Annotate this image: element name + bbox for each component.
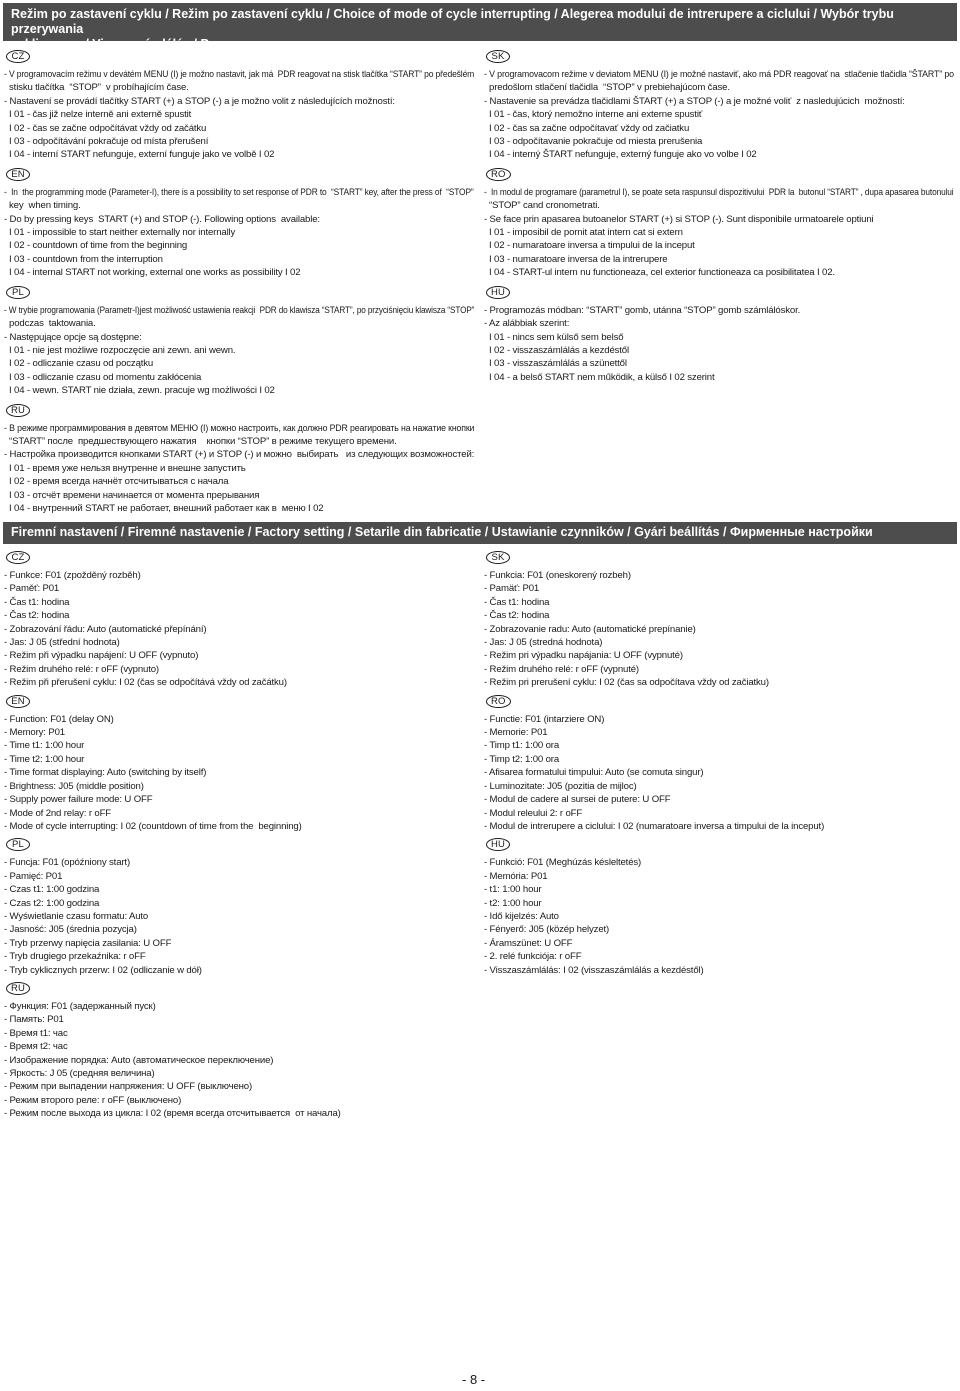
text-line: I 04 - внутренний START не работает, внешний работает как в меню I 02 xyxy=(4,502,324,514)
text-line: - Czas t2: 1:00 godzina xyxy=(4,897,100,909)
language-badge: SK xyxy=(486,50,510,63)
text-line: - Tryb drugiego przekaźnika: r oFF xyxy=(4,951,146,963)
text-line: - Režim druhého relé: r oFF (vypnuté) xyxy=(484,663,639,675)
text-line: I 02 - время всегда начнёт отсчитываться с начала xyxy=(4,476,229,488)
text-line: - 2. relé funkciója: r oFF xyxy=(484,951,582,963)
text-line: - W trybie programowania (Parametr-I)jest możliwość ustawienia reakcji PDR do klawisza “START”, po przyciśnięciu klawisza “STOP” xyxy=(4,304,475,316)
language-badge: EN xyxy=(6,168,30,181)
language-block-sk xyxy=(484,547,954,690)
language-block-pl xyxy=(4,834,474,977)
text-line: - Функция: F01 (задержанный пуск) xyxy=(4,1000,156,1012)
language-block-ru xyxy=(4,400,474,516)
text-line: - Timp t1: 1:00 ora xyxy=(484,740,560,752)
text-line: key when timing. xyxy=(4,200,81,212)
language-badge: EN xyxy=(6,695,30,708)
text-line: - In modul de programare (parametrul I), se poate seta raspunsul dispozitivului PDR la butonul “START” , dupa apasarea butonului xyxy=(484,186,954,198)
text-line: I 04 - interní START nefunguje, externí funguje jako ve volbě I 02 xyxy=(4,149,275,161)
language-badge: CZ xyxy=(6,50,30,63)
text-line: “STOP” cand cronometrati. xyxy=(484,200,600,212)
text-line: - Timp t2: 1:00 ora xyxy=(484,753,560,765)
section-header-cycle-interrupting xyxy=(3,3,957,51)
text-line: - Memory: P01 xyxy=(4,727,65,739)
text-line: I 01 - imposibil de pornit atat intern cat si extern xyxy=(484,227,683,239)
text-line: I 03 - numaratoare inversa de la intrerupere xyxy=(484,253,668,265)
language-badge: RU xyxy=(6,982,30,995)
text-line: - Modul de cadere al sursei de putere: U OFF xyxy=(484,794,671,806)
section1-left-column xyxy=(4,46,474,515)
text-line: I 03 - odliczanie czasu od momentu zakłócenia xyxy=(4,371,202,383)
language-badge: RO xyxy=(486,168,511,181)
text-line: - Nastavenie sa prevádza tlačidlami ŠTART (+) a STOP (-) a je možné voliť z nasledujúcich možností: xyxy=(484,95,905,107)
text-line: - Настройка производится кнопками START (+) и STOP (-) и можно выбирать из следующих возможностей: xyxy=(4,449,475,461)
text-line: I 03 - odpočítávání pokračuje od místa přerušení xyxy=(4,136,209,148)
text-line: - Память: P01 xyxy=(4,1014,64,1026)
text-line: - t2: 1:00 hour xyxy=(484,897,542,909)
text-line: I 04 - START-ul intern nu functioneaza, cel exterior functioneaza ca posibilitatea I 02. xyxy=(484,267,835,279)
text-line: - Funkcia: F01 (oneskorený rozbeh) xyxy=(484,570,631,581)
language-block-pl xyxy=(4,282,474,398)
text-line: - Idő kijelzés: Auto xyxy=(484,910,559,922)
text-line: - Funkció: F01 (Meghúzás késleltetés) xyxy=(484,857,642,869)
text-line: I 01 - nincs sem külső sem belső xyxy=(484,331,624,343)
text-line: - Яркость: J 05 (средняя величина) xyxy=(4,1068,155,1079)
text-line: - Mode of cycle interrupting: I 02 (countdown of time from the beginning) xyxy=(4,820,302,832)
text-line: I 04 - wewn. START nie działa, zewn. pracuje wg możliwości I 02 xyxy=(4,385,275,397)
text-line: I 02 - numaratoare inversa a timpului de la inceput xyxy=(484,240,695,252)
text-line: stisku tlačítka “STOP” v probíhajícím čase. xyxy=(4,82,189,94)
text-line: - Zobrazování řádu: Auto (automatické přepínání) xyxy=(4,623,207,635)
text-line: I 02 - čas se začne odpočítávat vždy od začátku xyxy=(4,122,207,134)
page-number: - 8 - xyxy=(462,1372,486,1387)
language-badge: RO xyxy=(486,695,511,708)
header-line-1: Režim po zastavení cyklu / Režim po zastavení cyklu / Choice of mode of cycle interrupting / Alegerea modului de intrerupere a ciclului / Wybór trybu przerywania xyxy=(11,7,894,36)
text-line: I 01 - nie jest możliwe rozpoczęcie ani zewn. ani wewn. xyxy=(4,344,236,356)
language-badge: HU xyxy=(486,838,510,851)
text-line: - Режим при выпадении напряжения: U OFF (выключено) xyxy=(4,1081,253,1093)
text-line: - В режиме программирования в девятом МЕНЮ (I) можно настроить, как должно PDR реагировать на нажатие кнопки xyxy=(4,422,475,434)
text-line: - Pamäť: P01 xyxy=(484,583,540,595)
text-line: - Jas: J 05 (střední hodnota) xyxy=(4,637,120,649)
header-title: Firemní nastavení / Firemné nastavenie / Factory setting / Setarile din fabricatie / Ustawianie czynników / Gyári beállítás / Фирменные настройки xyxy=(11,525,873,539)
language-badge: CZ xyxy=(6,551,30,564)
text-line: I 01 - время уже нельзя внутренне и внешне запустить xyxy=(4,462,246,474)
text-line: - Az alábbiak szerint: xyxy=(484,318,570,330)
language-block-ro xyxy=(484,691,954,834)
text-line: - Wyświetlanie czasu formatu: Auto xyxy=(4,910,149,922)
text-line: - Jasność: J05 (średnia pozycja) xyxy=(4,924,137,936)
text-line: I 02 - visszaszámlálás a kezdéstől xyxy=(484,344,629,356)
text-line: - Modul releului 2: r oFF xyxy=(484,807,583,819)
header-line-2: cyklicznego / Visszaszámlálás / Режим после выхода из цикла xyxy=(11,37,390,51)
text-line: - Изображение порядка: Auto (автоматическое переключение) xyxy=(4,1054,274,1066)
text-line: I 03 - odpočítavanie pokračuje od miesta prerušenia xyxy=(484,136,703,148)
text-line: - Luminozitate: J05 (pozitia de mijloc) xyxy=(484,780,637,792)
text-line: - Afisarea formatului timpului: Auto (se comuta singur) xyxy=(484,767,704,779)
text-line: - Pamięć: P01 xyxy=(4,870,63,882)
text-line: - Memorie: P01 xyxy=(484,727,548,739)
text-line: I 01 - čas, ktorý nemožno interne ani externe spustiť xyxy=(484,109,703,121)
text-line: - Režim při výpadku napájení: U OFF (vypnuto) xyxy=(4,650,199,662)
text-line: - Режим после выхода из цикла: I 02 (время всегда отсчитывается от начала) xyxy=(4,1108,341,1120)
text-line: - Režim pri výpadku napájania: U OFF (vypnuté) xyxy=(484,650,683,662)
text-line: - Nastavení se provádí tlačítky START (+) a STOP (-) a je možno volit z následujících možností: xyxy=(4,95,395,107)
text-line: - Время t1: час xyxy=(4,1027,68,1039)
text-line: I 04 - a belső START nem működik, a külső I 02 szerint xyxy=(484,371,715,383)
text-line: “START” после предшествующего нажатия кнопки “STOP” в режиме текущего времени. xyxy=(4,435,397,447)
language-block-cz xyxy=(4,547,474,690)
section2-right-column xyxy=(484,547,954,977)
text-line: - Następujące opcje są dostępne: xyxy=(4,331,142,343)
text-line: - Se face prin apasarea butoanelor START (+) si STOP (-). Sunt disponibile urmatoarele optiuni xyxy=(484,213,874,225)
text-line: I 03 - visszaszámlálás a szünettől xyxy=(484,358,627,370)
text-line: - Czas t1: 1:00 godzina xyxy=(4,884,100,896)
text-line: I 01 - čas již nelze interně ani externě spustit xyxy=(4,109,192,121)
text-line: - Paměť: P01 xyxy=(4,583,60,595)
text-line: I 04 - internal START not working, external one works as possibility I 02 xyxy=(4,267,301,279)
text-line: - Time t1: 1:00 hour xyxy=(4,740,85,752)
language-badge: HU xyxy=(486,286,510,299)
language-block-ro xyxy=(484,164,954,280)
text-line: - Čas t2: hodina xyxy=(484,610,550,622)
text-line: - Function: F01 (delay ON) xyxy=(4,713,114,725)
text-line: predošlom stlačení tlačidla “STOP” v prebiehajúcom čase. xyxy=(484,82,730,94)
text-line: - V programovacom režime v deviatom MENU (I) je možné nastaviť, ako má PDR reagovať na stlačenie tlačidla “ŠTART” po xyxy=(484,69,954,80)
text-line: I 03 - отсчёт времени начинается от момента прерывания xyxy=(4,489,260,501)
text-line: - Režim druhého relé: r oFF (vypnuto) xyxy=(4,663,159,675)
language-block-cz xyxy=(4,46,474,162)
language-block-en xyxy=(4,691,474,834)
text-line: - Čas t2: hodina xyxy=(4,610,70,622)
language-badge: PL xyxy=(6,286,30,299)
text-line: I 03 - countdown from the interruption xyxy=(4,253,163,265)
text-line: I 02 - countdown of time from the beginning xyxy=(4,240,188,252)
text-line: - Brightness: J05 (middle position) xyxy=(4,780,144,792)
text-line: - Áramszünet: U OFF xyxy=(484,937,573,949)
text-line: - t1: 1:00 hour xyxy=(484,884,542,896)
text-line: - Jas: J 05 (stredná hodnota) xyxy=(484,637,603,649)
text-line: - Memória: P01 xyxy=(484,870,548,882)
text-line: - Tryb przerwy napięcia zasilania: U OFF xyxy=(4,937,172,949)
text-line: I 02 - čas sa začne odpočítavať vždy od začiatku xyxy=(484,122,690,134)
text-line: - Režim při přerušení cyklu: I 02 (čas se odpočítává vždy od začátku) xyxy=(4,677,287,689)
language-badge: RU xyxy=(6,404,30,417)
text-line: - Time t2: 1:00 hour xyxy=(4,753,85,765)
text-line: - Režim pri prerušení cyklu: I 02 (čas sa odpočítava vždy od začiatku) xyxy=(484,677,769,689)
text-line: - Funkce: F01 (zpožděný rozběh) xyxy=(4,570,141,581)
text-line: - Funcja: F01 (opóźniony start) xyxy=(4,857,130,869)
language-block-hu xyxy=(484,834,954,977)
text-line: - Visszaszámlálás: I 02 (visszaszámlálás a kezdéstől) xyxy=(484,964,704,976)
text-line: - Programozás módban: “START” gomb, utánna “STOP” gomb számlálóskor. xyxy=(484,304,801,316)
section1-right-column xyxy=(484,46,954,384)
text-line: - V programovacím režimu v devátém MENU (I) je možno nastavit, jak má PDR reagovat na stisk tlačítka “START” po předešlém xyxy=(4,69,475,80)
text-line: - Время t2: час xyxy=(4,1041,68,1053)
text-line: - Čas t1: hodina xyxy=(484,596,550,608)
text-line: I 04 - interný ŠTART nefunguje, externý funguje ako vo volbe I 02 xyxy=(484,149,757,161)
text-line: - Zobrazovanie radu: Auto (automatické prepínanie) xyxy=(484,623,696,635)
language-block-hu xyxy=(484,282,954,384)
text-line: - Do by pressing keys START (+) and STOP (-). Following options available: xyxy=(4,213,320,225)
language-badge: SK xyxy=(486,551,510,564)
section2-left-column xyxy=(4,547,474,1121)
text-line: podczas taktowania. xyxy=(4,318,96,330)
text-line: I 01 - impossible to start neither externally nor internally xyxy=(4,227,236,239)
text-line: - Supply power failure mode: U OFF xyxy=(4,794,153,806)
text-line: - Čas t1: hodina xyxy=(4,596,70,608)
language-block-ru xyxy=(4,978,474,1121)
text-line: - Режим второго реле: r oFF (выключено) xyxy=(4,1094,182,1106)
language-block-en xyxy=(4,164,474,280)
language-block-sk xyxy=(484,46,954,162)
language-badge: PL xyxy=(6,838,30,851)
text-line: - Modul de intrerupere a ciclului: I 02 (numaratoare inversa a timpului de la inceput) xyxy=(484,820,825,832)
text-line: - Time format displaying: Auto (switching by itself) xyxy=(4,767,207,779)
text-line: - Fényerő: J05 (közép helyzet) xyxy=(484,924,610,936)
text-line: - In the programming mode (Parameter-I), there is a possibility to set response of PDR to “START” key, after the press of “STOP” xyxy=(4,186,474,198)
text-line: - Tryb cyklicznych przerw: I 02 (odliczanie w dół) xyxy=(4,964,202,976)
text-line: I 02 - odliczanie czasu od początku xyxy=(4,358,154,370)
text-line: - Mode of 2nd relay: r oFF xyxy=(4,807,112,819)
section-header-factory-setting xyxy=(3,522,957,544)
text-line: - Functie: F01 (intarziere ON) xyxy=(484,713,605,725)
